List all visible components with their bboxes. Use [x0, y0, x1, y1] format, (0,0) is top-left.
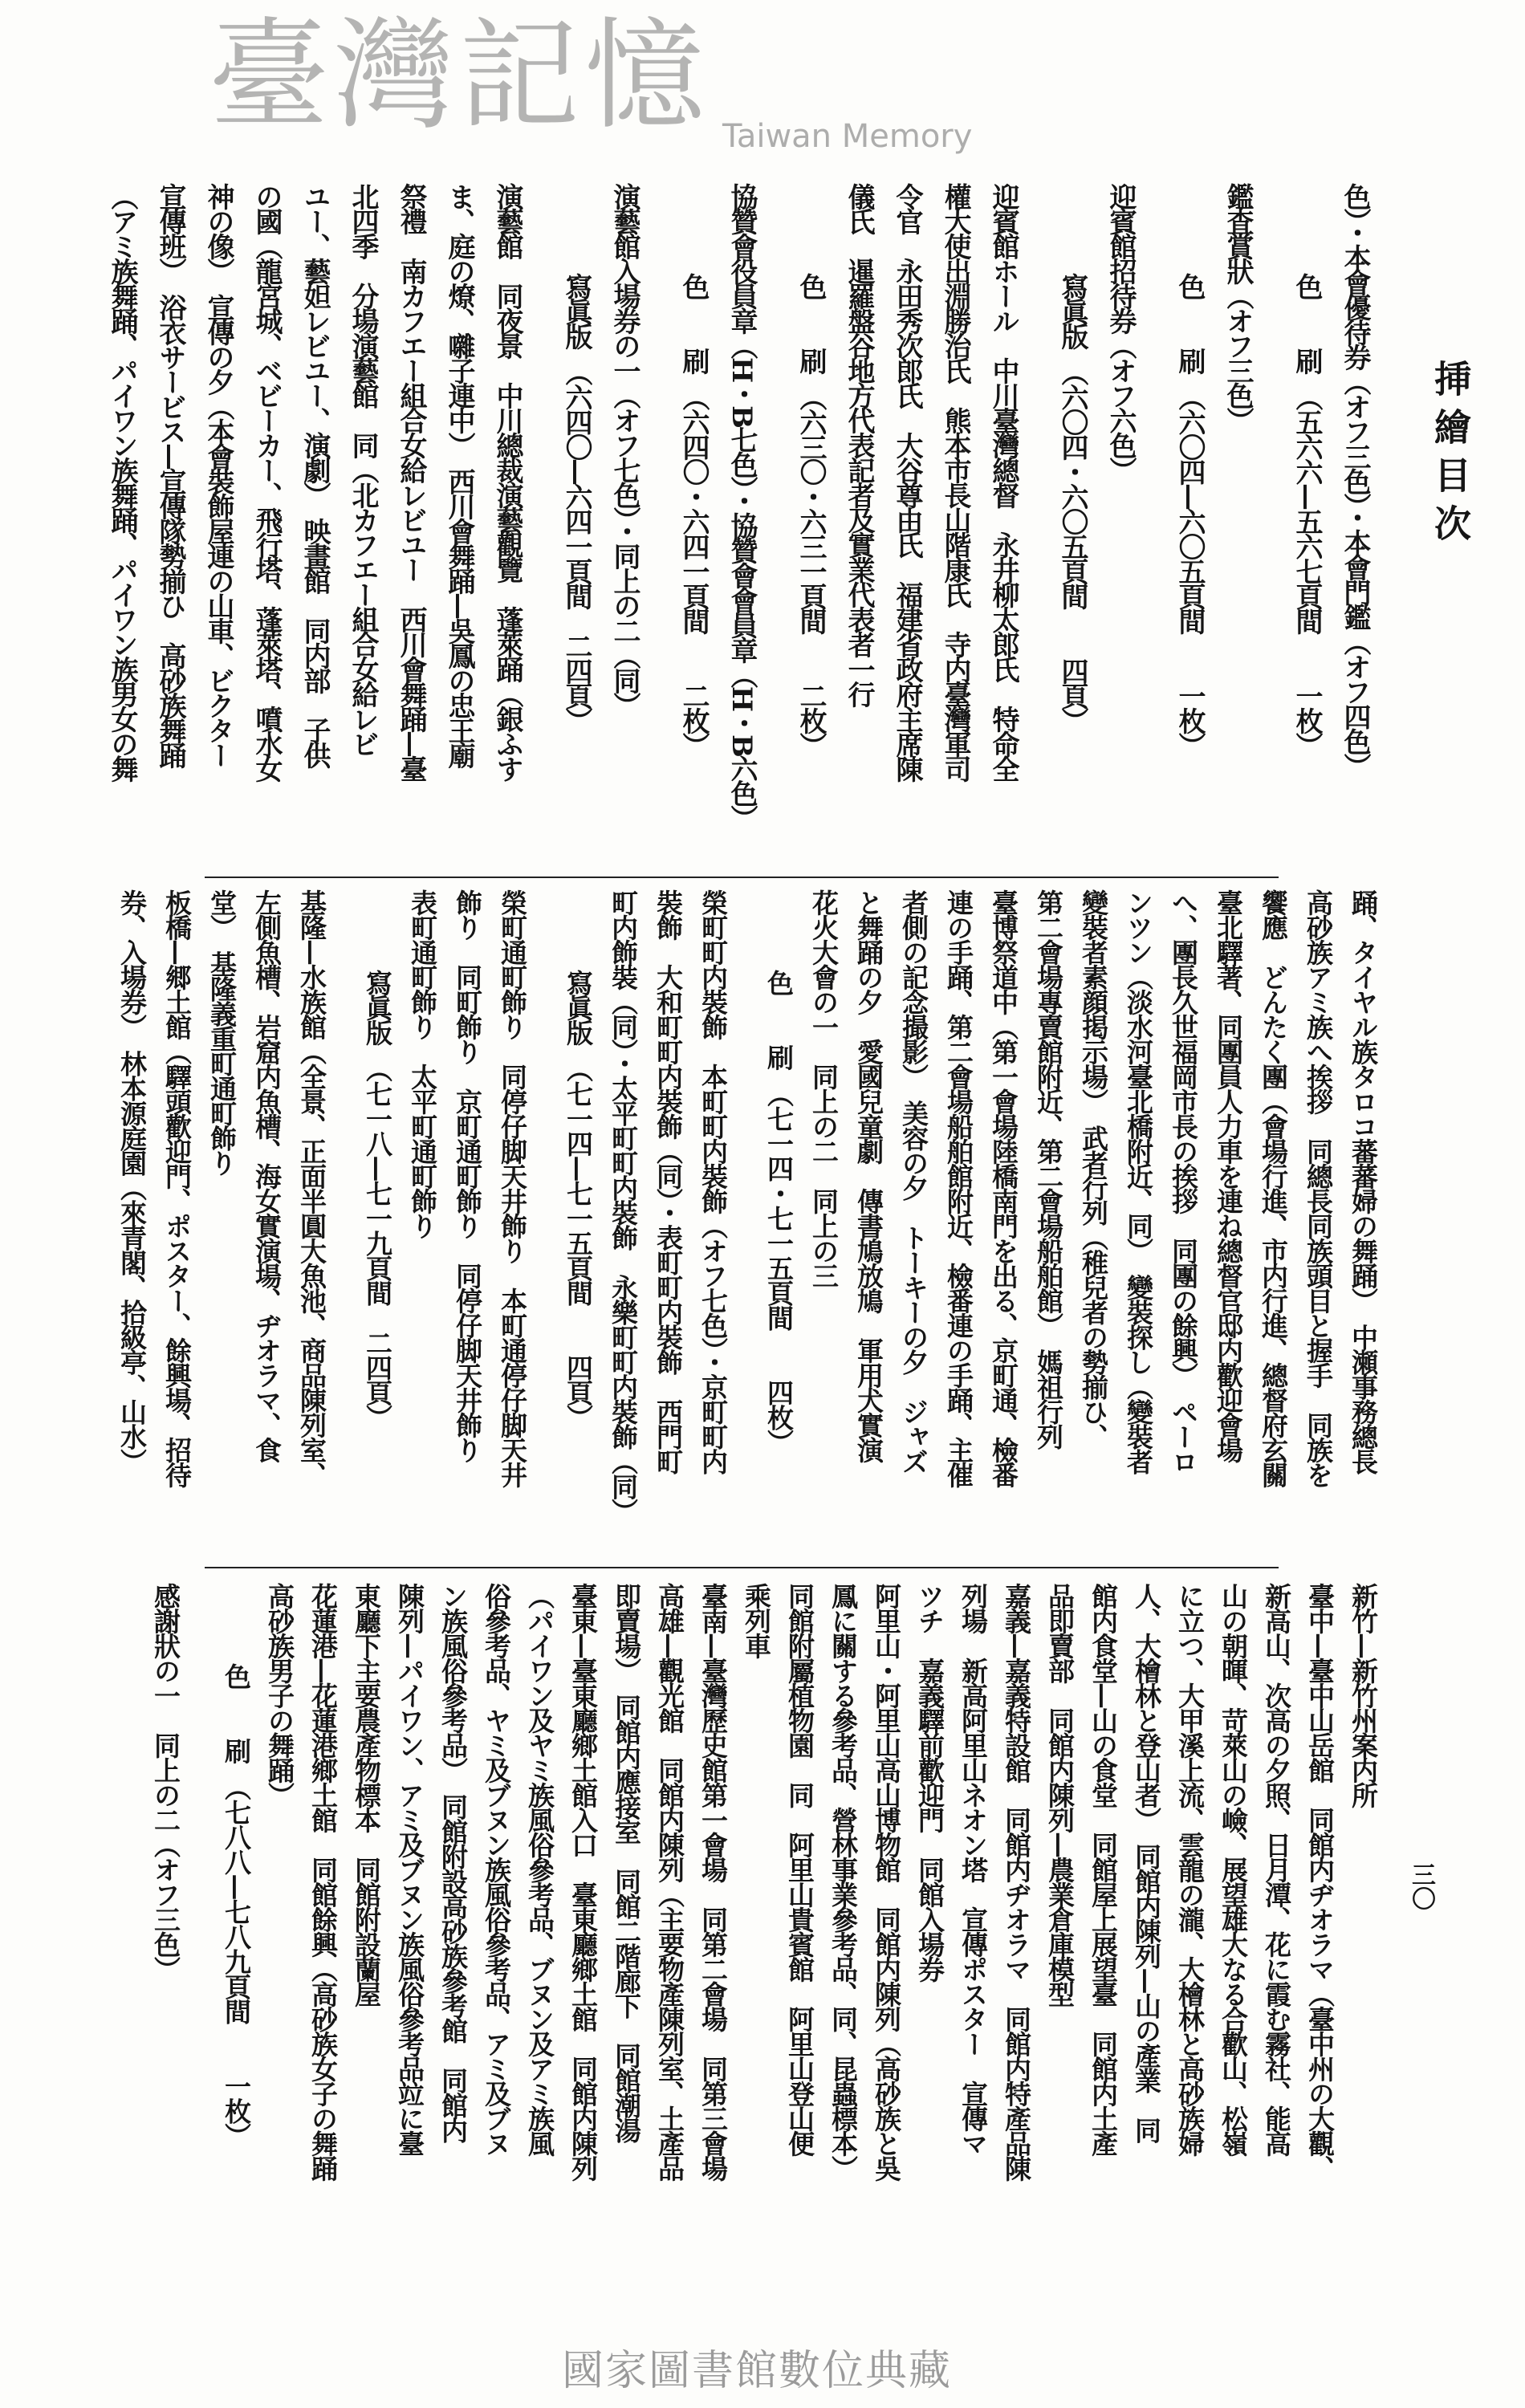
contents-entry-line: 町内飾裝（同）・太平町町内裝飾 永樂町町内裝飾（同）	[608, 889, 639, 1523]
contents-entry-line: 感謝狀の一 同上の二（オフ三色）	[150, 1583, 181, 1981]
contents-entry-line: 祭禮 南カフエー組合女給レビユー 西川會舞踊—臺	[395, 183, 427, 780]
section-heading: 寫眞版 （七一八—七一九頁間 二四頁）	[362, 970, 393, 1430]
contents-entry-line: 即賣場） 同館内應接室 同館二階廊下 同館潮湯	[611, 1583, 642, 2142]
contents-entry-line: 基隆—水族館（全景、正面半圓大魚池、商品陳列室、	[296, 889, 327, 1487]
contents-entry-line: 變裝者素顔掲示場） 武者行列（稚兒者の勢揃ひ、	[1078, 889, 1109, 1449]
contents-entry-line: 券、入場券） 林本源庭園（來青閣、拾級亭、山水）	[116, 889, 148, 1474]
contents-entry-line: 東廳下主要農產物標本 同館附設蘭屋	[351, 1583, 382, 2006]
contents-entry-line: 列場 新高阿里山ネオン塔 宣傳ポスター 宣傳マ	[958, 1583, 989, 2155]
section-divider	[205, 877, 1279, 878]
contents-entry-line: 令官 永田秀次郎氏 大谷尊由氏 福建省政府主席陳	[891, 183, 923, 780]
contents-entry-line: の國（龍宮城、ベビーカー、飛行塔、蓬萊塔、噴水女	[250, 183, 283, 780]
contents-entry-line: 臺中—臺中山岳館 同館内ヂオラマ（臺中州の大觀、	[1304, 1583, 1336, 2180]
contents-entry-line: 同館附屬植物園 同 阿里山貴賓館 阿里山登山便	[784, 1583, 815, 2155]
contents-entry-line: 迎賓館ホール 中川臺灣總督 永井柳太郎氏 特命全	[987, 183, 1019, 780]
contents-entry-line: 花火大會の一 同上の二 同上の三	[808, 889, 840, 1287]
contents-entry-line: 鑑査賞狀（オフ三色）	[1222, 183, 1254, 432]
contents-entry-line: ユー、藝妲レビユー、演劇） 映畫館 同内部 子供	[299, 183, 331, 767]
contents-entry-line: 色）・本會優待券（オフ三色）・本會門鑑（オフ四色）	[1339, 183, 1371, 778]
contents-entry-line: 館内食堂—山の食堂 同館屋上展望臺 同館内土產	[1088, 1583, 1119, 2155]
contents-entry-line: 飾り 同町飾り 京町通町飾り 同停仔脚天井飾り	[452, 889, 483, 1462]
contents-entry-line: 北四季 分場演藝館 同（北カフエー組合女給レビ	[347, 183, 379, 755]
contents-entry-line: 演藝館 同夜景 中川總裁演藝觀覽 蓬萊踊（銀ふす	[491, 183, 523, 780]
contents-entry-line: 新竹—新竹州案内所	[1348, 1583, 1379, 1807]
contents-entry-line: 臺北驛著、同團員人力車を連ね總督官邸内歡迎會場	[1213, 889, 1244, 1462]
contents-entry-line: と舞踊の夕 愛國兒童劇 傳書鳩放鳩 軍用犬實演	[853, 889, 885, 1462]
section-divider	[205, 1567, 1279, 1568]
contents-entry-line: ま、庭の燎、囃子連中） 西川會舞踊—吳鳳の忠王廟	[443, 183, 475, 767]
page-title: 挿繪目次	[1429, 360, 1472, 552]
contents-entry-line: 俗參考品、ヤミ及ブヌン族風俗參考品、アミ及ブヌ	[481, 1583, 512, 2155]
contents-entry-line: 阿里山・阿里山高山博物館 同館内陳列（高砂族と吳	[871, 1583, 902, 2180]
contents-entry-line: 宣傳班） 浴衣サービス—宣傳隊勢揃ひ 高砂族舞踊	[154, 183, 186, 767]
contents-entry-line: 神の像） 宣傳の夕（本會裝飾屋連の山車、ビクター	[202, 183, 234, 767]
contents-entry-line: 迎賓館招待券（オフ六色）	[1104, 183, 1137, 482]
contents-entry-line: 人、大檜林と登山者） 同館内陳列—山の產業 同	[1131, 1583, 1162, 2142]
contents-section-3	[136, 1583, 1377, 2297]
contents-entry-line: 協贊會役員章（H・B七色）・協贊會會員章（H・B六色）	[726, 183, 758, 830]
contents-entry-line: 花蓮港—花蓮港鄉土館 同館餘興（高砂族女子の舞踊	[307, 1583, 339, 2180]
contents-entry-line: 嘉義—嘉義特設館 同館内ヂオラマ 同館内特產品陳	[1001, 1583, 1032, 2180]
contents-entry-line: 連の手踊、第二會場船舶館附近、檢番連の手踊、主催	[943, 889, 974, 1487]
contents-entry-line: 高雄—觀光館 同館内陳列（主要物產陳列室、土產品	[654, 1583, 685, 2180]
contents-entry-line: 高砂族男子の舞踊）	[264, 1583, 295, 1807]
contents-entry-line: 榮町町内裝飾 本町町内裝飾（オフ七色）・京町町内	[697, 889, 729, 1474]
contents-entry-line: へ、團長久世福岡市長の挨拶 同團の餘興） ペーロ	[1168, 889, 1199, 1474]
contents-entry-line: に立つ、大甲溪上流、雲龍の瀧、大檜林と高砂族婦	[1174, 1583, 1206, 2155]
contents-entry-line: 第二會場專賣館附近、第二會場船舶館） 媽祖行列	[1033, 889, 1064, 1449]
contents-entry-line: ツチ 嘉義驛前歡迎門 同館入場券	[914, 1583, 946, 1981]
contents-section-2	[100, 889, 1377, 1556]
contents-entry-line: （アミ族舞踊、パイワン族舞踊、パイワン族男女の舞	[106, 183, 138, 780]
section-heading: 色 刷 （六四〇・六四一頁間 二枚）	[677, 273, 710, 757]
watermark-subtitle: Taiwan Memory	[722, 118, 973, 155]
contents-entry-line: 儀氏 暹羅盤谷地方代表記者及實業代表者一行	[843, 183, 875, 706]
contents-entry-line: 品即賣部 同館内陳列—農業倉庫模型	[1044, 1583, 1076, 2006]
contents-entry-line: 饗應 どんたく團（會場行進、市内行進、總督府玄關	[1258, 889, 1289, 1487]
contents-entry-line: 乘列車	[741, 1583, 772, 1658]
contents-entry-line: （パイワン及ヤミ族風俗參考品、ブヌン及アミ族風	[524, 1583, 555, 2155]
contents-entry-line: 演藝館入場券の一（オフ七色）・同上の二（同）	[608, 183, 640, 717]
contents-entry-line: 左側魚槽、岩窟内魚槽、海女實演場、ヂオラマ、食	[251, 889, 283, 1462]
contents-entry-line: ン族風俗參考品） 同館附設高砂族參考館 同館内	[437, 1583, 469, 2142]
contents-entry-line: 板橋—郷土館（驛頭歡迎門、ポスター、餘興場、招待	[161, 889, 193, 1487]
contents-entry-line: 陳列—パイワン、アミ及ブヌン族風俗參考品竝に臺	[394, 1583, 425, 2155]
contents-section-1	[87, 183, 1472, 865]
section-heading: 寫眞版 （七一四—七一五頁間 四頁）	[563, 970, 594, 1430]
contents-entry-line: 臺博祭道中（第一會場陸橋南門を出る、京町通、檢番	[988, 889, 1019, 1487]
contents-entry-line: 高砂族アミ族へ挨拶 同總長同族頭目と握手 同族を	[1303, 889, 1334, 1487]
contents-entry-line: 者側の記念撮影） 美容の夕 トーキーの夕 ジャズ	[898, 889, 929, 1474]
section-heading: 色 刷 （六三〇・六三一頁間 二枚）	[795, 273, 827, 757]
section-heading: 寫眞版 （六四〇—六四一頁間 二四頁）	[560, 273, 592, 732]
contents-entry-line: 堂） 基隆義重町通町飾り	[206, 889, 238, 1175]
contents-entry-line: 鳳に關する參考品、營林事業參考品、同、昆蟲標本）	[828, 1583, 859, 2180]
page-number: 三〇	[1407, 1862, 1435, 1910]
contents-entry-line: 臺南—臺灣歷史館第一會場 同第二會場 同第三會場	[697, 1583, 729, 2180]
section-heading: 色 刷 （六〇四—六〇五頁間 一枚）	[1173, 273, 1206, 757]
contents-entry-line: 榮町通町飾り 同停仔脚天井飾り 本町通停仔脚天井	[497, 889, 528, 1487]
footer-archive-label: 國家圖書館數位典藏	[562, 2347, 953, 2395]
contents-entry-line: 踊、タイヤル族タロコ蕃蕃婦の舞踊） 中瀬事務總長	[1348, 889, 1379, 1474]
contents-entry-line: ンツン（淡水河臺北橋附近、同） 變裝探し（變裝者	[1123, 889, 1154, 1474]
section-heading: 色 刷 （七一四・七一五頁間 四枚）	[763, 970, 795, 1454]
contents-entry-line: 表町通町飾り 太平町通町飾り	[407, 889, 438, 1238]
contents-entry-line: 裝飾 大和町町内裝飾（同）・表町町内裝飾 西門町	[653, 889, 684, 1474]
section-heading: 色 刷 （五六六—五六七頁間 一枚）	[1291, 273, 1323, 757]
contents-entry-line: 權大使出淵勝治氏 熊本市長山階康氏 寺内臺灣軍司	[939, 183, 971, 780]
contents-entry-line: 臺東—臺東廳鄉土館入口 臺東廳鄉土館 同館内陳列	[567, 1583, 599, 2180]
contents-entry-line: 山の朝暉、苛萊山の嶮、展望雄大なる合歡山、松嶺	[1218, 1583, 1249, 2155]
contents-entry-line: 新高山、次高の夕照、日月潭、花に霞む霧社、能高	[1261, 1583, 1292, 2155]
watermark-logo: 臺灣記憶	[209, 6, 710, 146]
section-heading: 寫眞版 （六〇四・六〇五頁間 四頁）	[1056, 273, 1088, 732]
section-heading: 色 刷 （七八八—七八九頁間 一枚）	[221, 1663, 252, 2148]
